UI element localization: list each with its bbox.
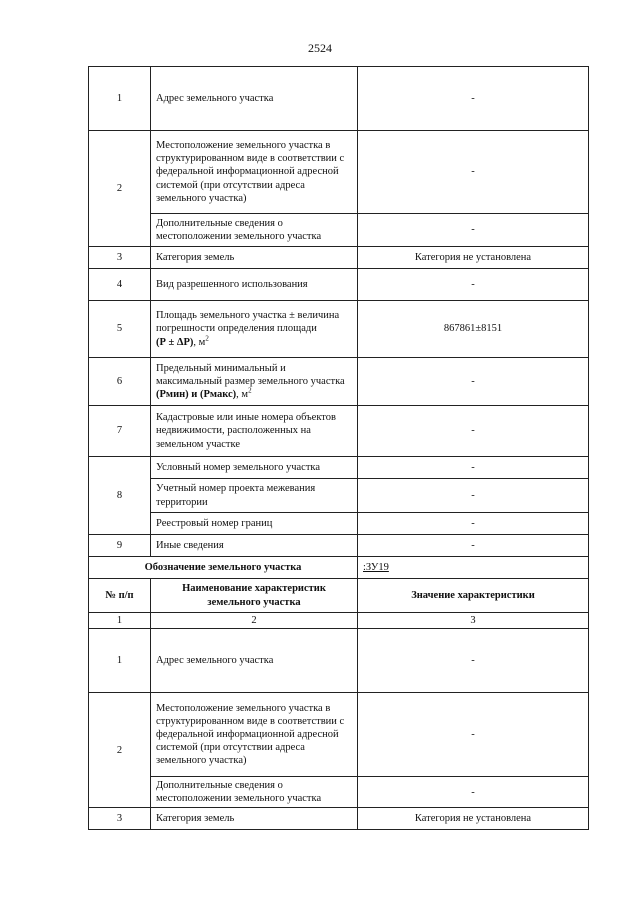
row-value: - bbox=[358, 479, 589, 513]
table-row bbox=[89, 131, 589, 214]
table-header-row bbox=[89, 579, 589, 613]
column-index: 3 bbox=[358, 613, 589, 629]
row-label: Адрес земельного участка bbox=[151, 629, 358, 693]
row-number: 2 bbox=[89, 693, 151, 808]
row-label: Дополнительные сведения о местоположении земельного участка bbox=[151, 777, 358, 808]
label-text: Площадь земельного участка ± величина погрешности определения площади bbox=[156, 310, 340, 335]
row-value: - bbox=[358, 406, 589, 457]
row-value: - bbox=[358, 269, 589, 301]
row-label: Местоположение земельного участка в структурированном виде в соответствии с федеральной информационной адресной системой (при отсутствии адреса земельного участка) bbox=[151, 693, 358, 777]
header-number: № п/п bbox=[89, 579, 151, 613]
row-label: Дополнительные сведения о местоположении земельного участка bbox=[151, 214, 358, 247]
row-number: 2 bbox=[89, 131, 151, 247]
designation-code: :ЗУ19 bbox=[363, 561, 389, 573]
row-number: 1 bbox=[89, 67, 151, 131]
table-row bbox=[89, 693, 589, 777]
table-row bbox=[89, 513, 589, 535]
row-value: - bbox=[358, 131, 589, 214]
table-row bbox=[89, 629, 589, 693]
row-label: Условный номер земельного участка bbox=[151, 457, 358, 479]
row-value: 867861±8151 bbox=[358, 301, 589, 358]
page-number: 2524 bbox=[308, 41, 332, 55]
row-value: - bbox=[358, 358, 589, 406]
designation-row bbox=[89, 557, 589, 579]
table-row bbox=[89, 777, 589, 808]
row-value: - bbox=[358, 535, 589, 557]
row-value: - bbox=[358, 513, 589, 535]
unit-superscript: 2 bbox=[248, 386, 252, 395]
row-value: - bbox=[358, 629, 589, 693]
row-label: Категория земель bbox=[151, 247, 358, 269]
row-label bbox=[151, 301, 358, 358]
row-label bbox=[151, 358, 358, 406]
table-row bbox=[89, 406, 589, 457]
row-value: - bbox=[358, 214, 589, 247]
table-row bbox=[89, 808, 589, 830]
row-value: - bbox=[358, 777, 589, 808]
column-index: 2 bbox=[151, 613, 358, 629]
row-label: Учетный номер проекта межевания территории bbox=[151, 479, 358, 513]
row-number: 6 bbox=[89, 358, 151, 406]
row-value: Категория не установлена bbox=[358, 808, 589, 830]
row-label: Иные сведения bbox=[151, 535, 358, 557]
table-row bbox=[89, 269, 589, 301]
table-row bbox=[89, 214, 589, 247]
row-number: 3 bbox=[89, 808, 151, 830]
label-formula: (Рмин) и (Рмакс) bbox=[156, 389, 237, 401]
row-value: - bbox=[358, 67, 589, 131]
row-value: - bbox=[358, 693, 589, 777]
row-label: Адрес земельного участка bbox=[151, 67, 358, 131]
row-number: 5 bbox=[89, 301, 151, 358]
table-row bbox=[89, 301, 589, 358]
table-row bbox=[89, 358, 589, 406]
table-row bbox=[89, 457, 589, 479]
label-unit: , м bbox=[236, 389, 249, 401]
row-label: Местоположение земельного участка в структурированном виде в соответствии с федеральной информационной адресной системой (при отсутствии адреса земельного участка) bbox=[151, 131, 358, 214]
table-row bbox=[89, 67, 589, 131]
label-formula: (Р ± ΔР) bbox=[156, 336, 194, 348]
column-index-row bbox=[89, 613, 589, 629]
unit-superscript: 2 bbox=[205, 334, 209, 343]
row-label: Категория земель bbox=[151, 808, 358, 830]
row-value: - bbox=[358, 457, 589, 479]
table-row bbox=[89, 247, 589, 269]
row-number: 1 bbox=[89, 629, 151, 693]
row-label: Кадастровые или иные номера объектов недвижимости, расположенных на земельном участке bbox=[151, 406, 358, 457]
row-number: 7 bbox=[89, 406, 151, 457]
label-unit: , м bbox=[193, 336, 206, 348]
row-label: Вид разрешенного использования bbox=[151, 269, 358, 301]
row-number: 9 bbox=[89, 535, 151, 557]
label-text: Предельный минимальный и максимальный размер земельного участка bbox=[156, 362, 345, 387]
column-index: 1 bbox=[89, 613, 151, 629]
designation-value bbox=[358, 557, 589, 579]
land-plot-table bbox=[88, 66, 589, 830]
header-characteristic: Наименование характеристик земельного участка bbox=[151, 579, 358, 613]
table-row bbox=[89, 535, 589, 557]
row-label: Реестровый номер границ bbox=[151, 513, 358, 535]
table-row bbox=[89, 479, 589, 513]
designation-label: Обозначение земельного участка bbox=[89, 557, 358, 579]
row-value: Категория не установлена bbox=[358, 247, 589, 269]
row-number: 3 bbox=[89, 247, 151, 269]
row-number: 8 bbox=[89, 457, 151, 535]
row-number: 4 bbox=[89, 269, 151, 301]
header-value: Значение характеристики bbox=[358, 579, 589, 613]
